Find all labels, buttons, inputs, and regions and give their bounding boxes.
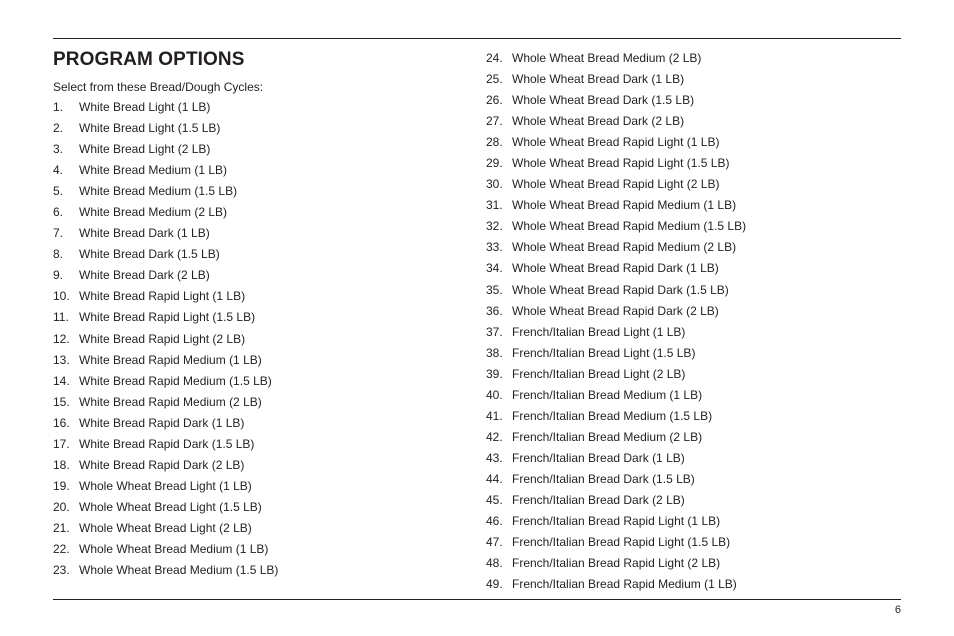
program-option-number: 40. bbox=[486, 387, 503, 402]
program-option-number: 17. bbox=[53, 436, 70, 451]
program-option-label: Whole Wheat Bread Rapid Dark (2 LB) bbox=[512, 303, 719, 318]
program-option-number: 39. bbox=[486, 366, 503, 381]
program-option-number: 38. bbox=[486, 345, 503, 360]
program-option-label: French/Italian Bread Light (1.5 LB) bbox=[512, 345, 696, 360]
program-option-item bbox=[486, 134, 746, 155]
program-option-label: Whole Wheat Bread Light (2 LB) bbox=[79, 520, 252, 535]
program-option-item bbox=[53, 352, 278, 373]
program-list-right bbox=[486, 50, 746, 597]
program-option-number: 42. bbox=[486, 429, 503, 444]
page-number: 6 bbox=[894, 604, 901, 616]
program-option-item bbox=[486, 450, 746, 471]
program-option-number: 33. bbox=[486, 240, 503, 255]
program-option-label: Whole Wheat Bread Rapid Medium (2 LB) bbox=[512, 240, 737, 255]
program-option-number: 22. bbox=[53, 541, 70, 556]
program-option-label: Whole Wheat Bread Dark (1.5 LB) bbox=[512, 93, 695, 108]
program-option-number: 13. bbox=[53, 352, 70, 367]
program-option-item bbox=[486, 239, 746, 260]
program-option-item bbox=[53, 204, 278, 225]
program-option-item bbox=[53, 562, 278, 583]
program-option-item bbox=[486, 366, 746, 387]
intro-text: Select from these Bread/Dough Cycles: bbox=[53, 80, 264, 94]
program-option-label: White Bread Dark (1 LB) bbox=[79, 226, 210, 241]
program-option-label: Whole Wheat Bread Rapid Light (1 LB) bbox=[512, 135, 720, 150]
program-option-label: French/Italian Bread Medium (1 LB) bbox=[512, 387, 703, 402]
program-option-label: White Bread Rapid Light (1 LB) bbox=[79, 289, 246, 304]
program-option-number: 29. bbox=[486, 156, 503, 171]
program-option-number: 32. bbox=[486, 219, 503, 234]
program-option-label: French/Italian Bread Rapid Light (2 LB) bbox=[512, 556, 721, 571]
program-option-item bbox=[486, 345, 746, 366]
program-option-item bbox=[486, 113, 746, 134]
program-option-number: 19. bbox=[53, 478, 70, 493]
program-option-item bbox=[53, 541, 278, 562]
program-option-item bbox=[486, 492, 746, 513]
program-option-label: White Bread Dark (2 LB) bbox=[79, 268, 210, 283]
program-option-label: French/Italian Bread Dark (1 LB) bbox=[512, 450, 685, 465]
program-option-label: French/Italian Bread Light (2 LB) bbox=[512, 366, 686, 381]
program-option-label: White Bread Rapid Dark (1 LB) bbox=[79, 415, 245, 430]
program-option-number: 4. bbox=[53, 163, 64, 178]
program-option-number: 49. bbox=[486, 577, 503, 592]
program-option-item bbox=[53, 478, 278, 499]
program-option-item bbox=[486, 260, 746, 281]
program-option-number: 3. bbox=[53, 142, 64, 157]
program-option-number: 37. bbox=[486, 324, 503, 339]
top-rule bbox=[53, 38, 901, 39]
program-option-label: French/Italian Bread Rapid Light (1.5 LB) bbox=[512, 535, 731, 550]
program-option-label: French/Italian Bread Medium (2 LB) bbox=[512, 429, 703, 444]
program-option-label: White Bread Light (1 LB) bbox=[79, 100, 211, 114]
program-option-number: 9. bbox=[53, 268, 64, 283]
program-option-item bbox=[486, 155, 746, 176]
program-option-number: 24. bbox=[486, 51, 503, 65]
program-option-label: White Bread Rapid Light (1.5 LB) bbox=[79, 310, 256, 325]
program-option-label: Whole Wheat Bread Light (1 LB) bbox=[79, 478, 252, 493]
program-option-number: 12. bbox=[53, 331, 70, 346]
program-option-item bbox=[53, 267, 278, 288]
program-option-item bbox=[486, 50, 746, 71]
program-option-item bbox=[53, 415, 278, 436]
program-option-label: Whole Wheat Bread Medium (1.5 LB) bbox=[79, 563, 279, 578]
program-option-item bbox=[486, 176, 746, 197]
program-option-item bbox=[486, 218, 746, 239]
program-option-number: 41. bbox=[486, 408, 503, 423]
program-option-item bbox=[486, 92, 746, 113]
program-option-item bbox=[53, 394, 278, 415]
program-option-item bbox=[53, 309, 278, 330]
program-option-label: White Bread Rapid Light (2 LB) bbox=[79, 331, 246, 346]
program-option-label: Whole Wheat Bread Rapid Dark (1.5 LB) bbox=[512, 282, 729, 297]
program-option-item bbox=[53, 457, 278, 478]
program-option-number: 27. bbox=[486, 114, 503, 129]
program-option-label: White Bread Rapid Dark (1.5 LB) bbox=[79, 436, 255, 451]
program-option-number: 44. bbox=[486, 471, 503, 486]
program-option-item bbox=[486, 513, 746, 534]
program-option-number: 28. bbox=[486, 135, 503, 150]
program-option-item bbox=[486, 534, 746, 555]
program-option-item bbox=[53, 373, 278, 394]
program-option-number: 23. bbox=[53, 563, 70, 578]
program-option-number: 2. bbox=[53, 121, 64, 136]
program-option-number: 11. bbox=[53, 310, 69, 325]
program-option-number: 36. bbox=[486, 303, 503, 318]
program-option-number: 18. bbox=[53, 457, 70, 472]
program-option-item bbox=[53, 520, 278, 541]
program-option-number: 45. bbox=[486, 492, 503, 507]
program-option-label: White Bread Rapid Medium (2 LB) bbox=[79, 394, 262, 409]
program-option-number: 8. bbox=[53, 247, 64, 262]
program-option-number: 10. bbox=[53, 289, 70, 304]
program-option-number: 25. bbox=[486, 72, 503, 87]
program-option-item bbox=[53, 162, 278, 183]
program-option-label: Whole Wheat Bread Rapid Medium (1.5 LB) bbox=[512, 219, 747, 234]
program-option-label: White Bread Dark (1.5 LB) bbox=[79, 247, 220, 262]
program-option-label: White Bread Rapid Dark (2 LB) bbox=[79, 457, 245, 472]
program-option-item bbox=[486, 555, 746, 576]
program-option-number: 1. bbox=[53, 100, 64, 114]
program-option-label: French/Italian Bread Rapid Medium (1 LB) bbox=[512, 577, 737, 592]
program-option-label: Whole Wheat Bread Medium (2 LB) bbox=[512, 51, 702, 65]
program-option-number: 21. bbox=[53, 520, 70, 535]
program-option-item bbox=[486, 197, 746, 218]
program-option-label: White Bread Light (2 LB) bbox=[79, 142, 211, 157]
program-option-number: 6. bbox=[53, 205, 64, 220]
program-option-item bbox=[486, 408, 746, 429]
program-option-label: French/Italian Bread Rapid Light (1 LB) bbox=[512, 514, 721, 529]
program-option-number: 14. bbox=[53, 373, 70, 388]
program-option-item bbox=[486, 471, 746, 492]
program-option-label: White Bread Rapid Medium (1.5 LB) bbox=[79, 373, 272, 388]
program-option-label: Whole Wheat Bread Dark (2 LB) bbox=[512, 114, 685, 129]
program-option-number: 47. bbox=[486, 535, 503, 550]
program-option-number: 5. bbox=[53, 184, 64, 199]
program-option-item bbox=[53, 499, 278, 520]
program-option-label: Whole Wheat Bread Rapid Dark (1 LB) bbox=[512, 261, 719, 276]
program-option-item bbox=[53, 99, 278, 120]
program-option-item bbox=[486, 429, 746, 450]
program-option-item bbox=[486, 576, 746, 597]
program-option-item bbox=[53, 141, 278, 162]
program-option-item bbox=[53, 183, 278, 204]
program-option-number: 46. bbox=[486, 514, 503, 529]
program-option-number: 15. bbox=[53, 394, 70, 409]
program-option-label: Whole Wheat Bread Rapid Medium (1 LB) bbox=[512, 198, 737, 213]
program-option-item bbox=[486, 324, 746, 345]
program-option-number: 35. bbox=[486, 282, 503, 297]
program-option-item bbox=[53, 331, 278, 352]
program-option-item bbox=[53, 288, 278, 309]
program-option-number: 16. bbox=[53, 415, 70, 430]
program-option-label: Whole Wheat Bread Rapid Light (2 LB) bbox=[512, 177, 720, 192]
program-option-label: White Bread Rapid Medium (1 LB) bbox=[79, 352, 262, 367]
program-option-label: Whole Wheat Bread Rapid Light (1.5 LB) bbox=[512, 156, 730, 171]
program-option-item bbox=[486, 303, 746, 324]
program-option-item bbox=[486, 71, 746, 92]
program-option-item bbox=[486, 282, 746, 303]
program-option-number: 26. bbox=[486, 93, 503, 108]
program-option-number: 31. bbox=[486, 198, 503, 213]
program-option-item bbox=[53, 120, 278, 141]
program-option-item bbox=[53, 225, 278, 246]
program-list-left bbox=[53, 99, 278, 583]
program-option-label: White Bread Medium (1 LB) bbox=[79, 163, 228, 178]
program-option-label: White Bread Medium (1.5 LB) bbox=[79, 184, 238, 199]
program-option-item bbox=[486, 387, 746, 408]
program-option-item bbox=[53, 246, 278, 267]
program-option-item bbox=[53, 436, 278, 457]
program-option-label: French/Italian Bread Dark (1.5 LB) bbox=[512, 471, 695, 486]
program-option-label: Whole Wheat Bread Medium (1 LB) bbox=[79, 541, 269, 556]
program-option-label: Whole Wheat Bread Dark (1 LB) bbox=[512, 72, 685, 87]
program-option-label: White Bread Light (1.5 LB) bbox=[79, 121, 221, 136]
program-option-label: French/Italian Bread Dark (2 LB) bbox=[512, 492, 685, 507]
page-title: PROGRAM OPTIONS bbox=[53, 49, 245, 70]
program-option-number: 43. bbox=[486, 450, 503, 465]
program-option-number: 48. bbox=[486, 556, 503, 571]
program-option-label: French/Italian Bread Light (1 LB) bbox=[512, 324, 686, 339]
program-option-label: Whole Wheat Bread Light (1.5 LB) bbox=[79, 499, 262, 514]
program-option-number: 34. bbox=[486, 261, 503, 276]
bottom-rule bbox=[53, 599, 901, 600]
program-option-number: 20. bbox=[53, 499, 70, 514]
program-option-label: French/Italian Bread Medium (1.5 LB) bbox=[512, 408, 713, 423]
program-option-label: White Bread Medium (2 LB) bbox=[79, 205, 228, 220]
program-option-number: 30. bbox=[486, 177, 503, 192]
program-option-number: 7. bbox=[53, 226, 64, 241]
